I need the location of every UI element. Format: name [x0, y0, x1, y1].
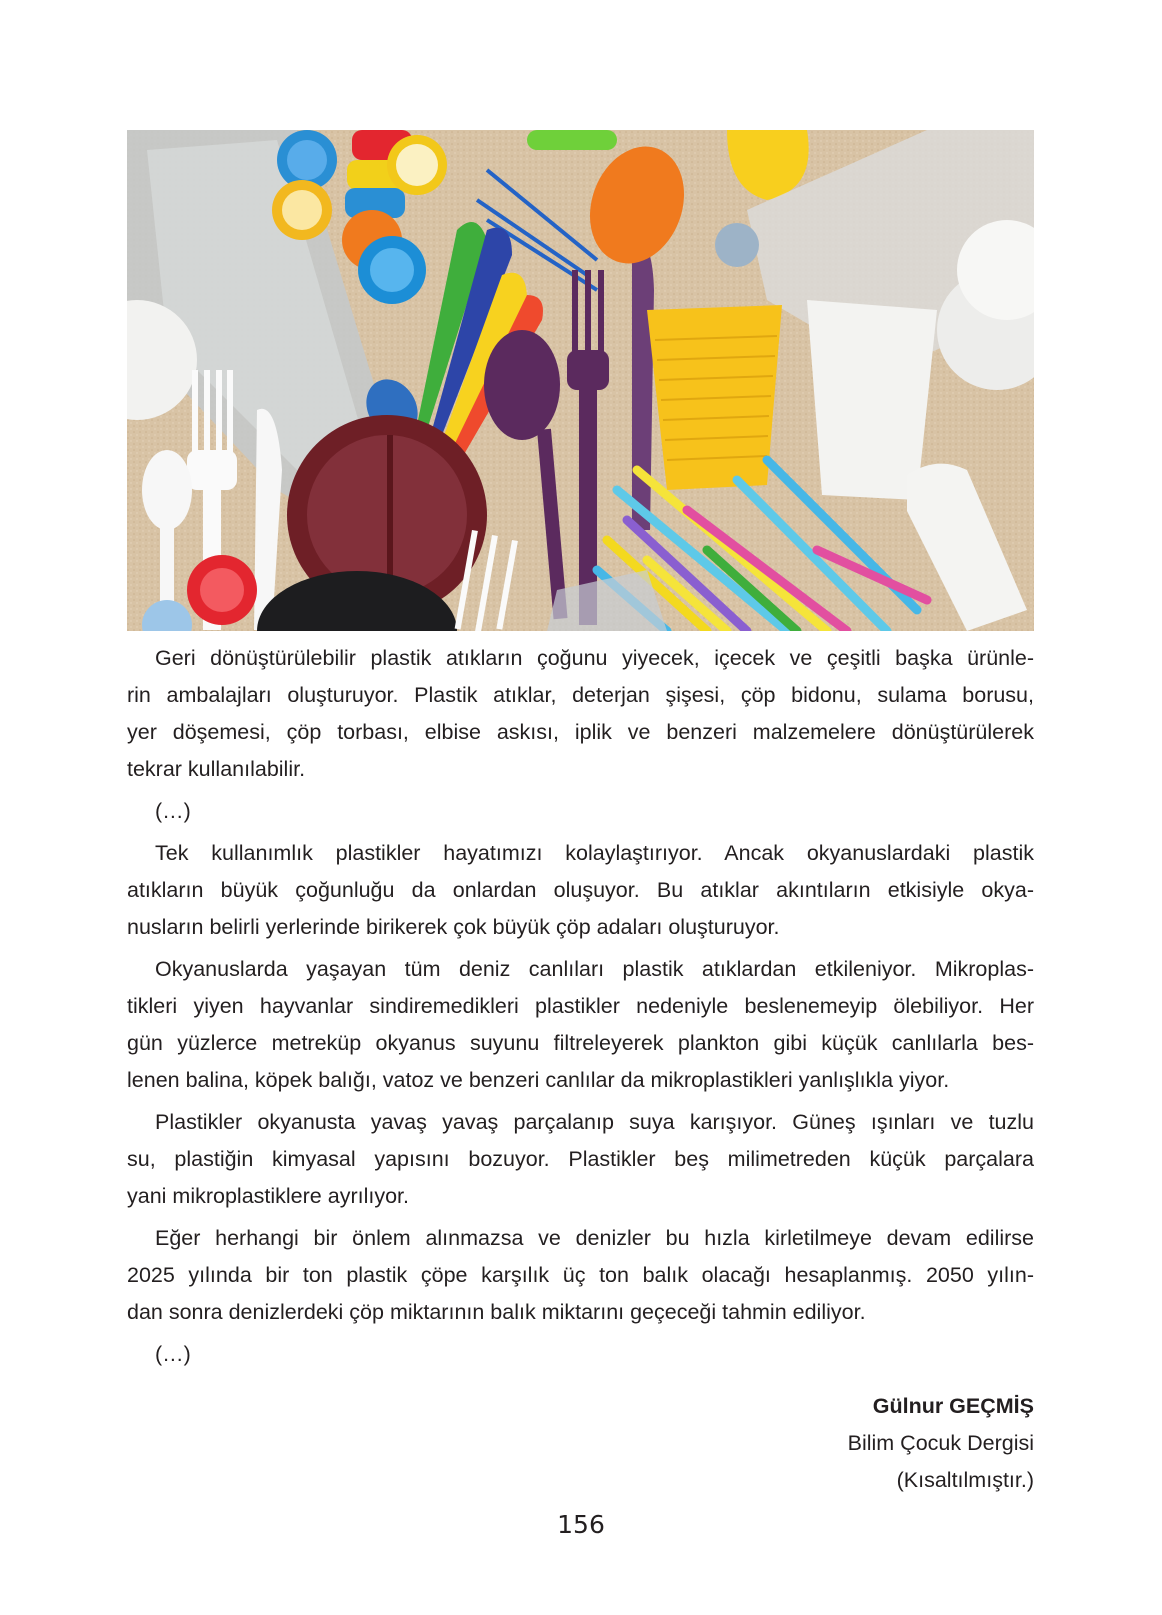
author-name: Gülnur GEÇMİŞ: [872, 1394, 1034, 1418]
page-number: 156: [557, 1510, 605, 1539]
source-name: Bilim Çocuk Dergisi: [847, 1431, 1034, 1455]
text-line: atıkların büyük çoğunluğu da onlardan oluşuyor. Bu atıklar akıntıların etkisiyle okya-: [127, 878, 1034, 902]
attribution: [848, 1388, 1034, 1499]
text-line: Eğer herhangi bir önlem alınmazsa ve denizler bu hızla kirletilmeye devam edilirse: [155, 1226, 1034, 1250]
text-line: Geri dönüştürülebilir plastik atıkların çoğunu yiyecek, içecek ve çeşitli başka ürünle-: [155, 646, 1034, 670]
text-line: yer döşemesi, çöp torbası, elbise askısı, iplik ve benzeri malzemelere dönüştürülerek: [127, 720, 1034, 744]
paragraph: [127, 1104, 1034, 1215]
omission-marker: (…): [155, 1342, 191, 1366]
paragraph: [127, 951, 1034, 1099]
omission-marker: (…): [155, 799, 191, 823]
text-line: gün yüzlerce metreküp okyanus suyunu filtreleyerek plankton gibi küçük canlılarla bes-: [127, 1031, 1034, 1055]
photo-plastic-waste-icon: [127, 130, 1034, 631]
paragraph: [127, 1220, 1034, 1331]
article-body: [127, 640, 1034, 1373]
text-line: tikleri yiyen hayvanlar sindiremedikleri plastikler nedeniyle beslenemeyip ölebiliyor. Her: [127, 994, 1034, 1018]
text-line: yani mikroplastiklere ayrılıyor.: [127, 1184, 409, 1208]
paragraph: [127, 835, 1034, 946]
text-line: Tek kullanımlık plastikler hayatımızı kolaylaştırıyor. Ancak okyanuslardaki plastik: [155, 841, 1034, 865]
text-line: dan sonra denizlerdeki çöp miktarının balık miktarını geçeceği tahmin ediliyor.: [127, 1300, 866, 1324]
text-line: Okyanuslarda yaşayan tüm deniz canlıları plastik atıklardan etkileniyor. Mikroplas-: [155, 957, 1034, 981]
text-line: rin ambalajları oluşturuyor. Plastik atıklar, deterjan şişesi, çöp bidonu, sulama borusu,: [127, 683, 1034, 707]
text-line: su, plastiğin kimyasal yapısını bozuyor. Plastikler beş milimetreden küçük parçalara: [127, 1147, 1034, 1171]
text-line: Plastikler okyanusta yavaş yavaş parçalanıp suya karışıyor. Güneş ışınları ve tuzlu: [155, 1110, 1034, 1134]
text-line: lenen balina, köpek balığı, vatoz ve benzeri canlılar da mikroplastikleri yanlışlıkla yiyor.: [127, 1068, 950, 1092]
paragraph: [127, 640, 1034, 788]
plastic-waste-photo: [127, 130, 1034, 631]
text-line: 2025 yılında bir ton plastik çöpe karşılık üç ton balık olacağı hesaplanmış. 2050 yılın-: [127, 1263, 1034, 1287]
abridged-note: (Kısaltılmıştır.): [896, 1468, 1034, 1492]
text-line: nusların belirli yerlerinde birikerek çok büyük çöp adaları oluşturuyor.: [127, 915, 780, 939]
text-line: tekrar kullanılabilir.: [127, 757, 306, 781]
